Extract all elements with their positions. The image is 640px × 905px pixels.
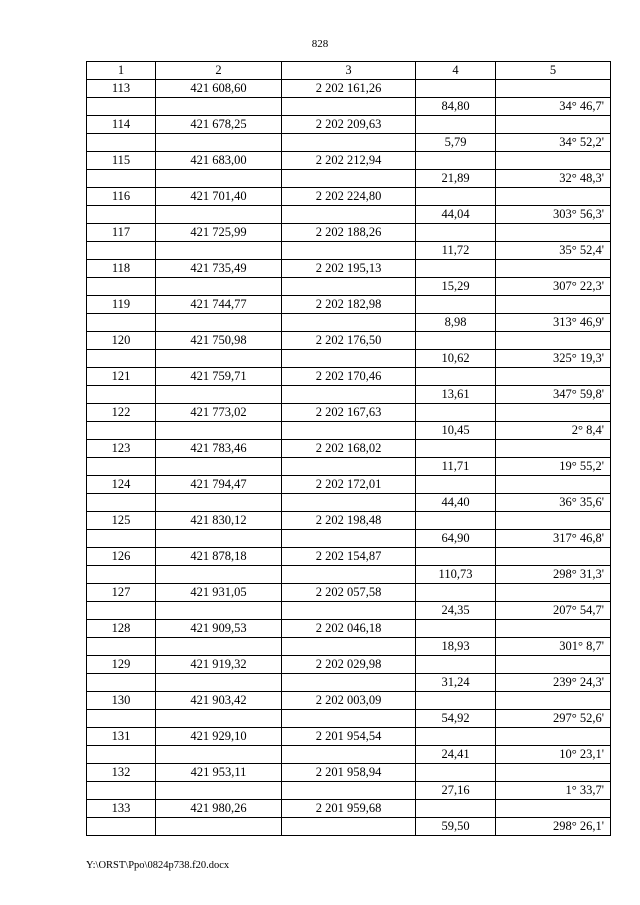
coordinates-table <box>86 61 611 836</box>
empty-cell <box>87 746 156 764</box>
empty-cell <box>156 242 282 260</box>
empty-cell <box>496 296 611 314</box>
empty-cell <box>282 170 416 188</box>
empty-cell <box>87 134 156 152</box>
empty-cell <box>416 404 496 422</box>
empty-cell <box>156 638 282 656</box>
header-cell: 3 <box>282 62 416 80</box>
table-cell: 5,79 <box>416 134 496 152</box>
table-cell: 130 <box>87 692 156 710</box>
empty-cell <box>416 152 496 170</box>
point-row <box>87 152 611 170</box>
table-cell: 2 202 212,94 <box>282 152 416 170</box>
empty-cell <box>416 188 496 206</box>
empty-cell <box>87 458 156 476</box>
table-cell: 44,04 <box>416 206 496 224</box>
table-cell: 2 202 046,18 <box>282 620 416 638</box>
empty-cell <box>416 728 496 746</box>
table-cell: 120 <box>87 332 156 350</box>
table-cell: 19° 55,2' <box>496 458 611 476</box>
table-cell: 31,24 <box>416 674 496 692</box>
empty-cell <box>496 260 611 278</box>
table-cell: 127 <box>87 584 156 602</box>
table-cell: 115 <box>87 152 156 170</box>
empty-cell <box>282 782 416 800</box>
empty-cell <box>416 260 496 278</box>
table-cell: 44,40 <box>416 494 496 512</box>
segment-row <box>87 458 611 476</box>
segment-row <box>87 422 611 440</box>
empty-cell <box>282 638 416 656</box>
point-row <box>87 620 611 638</box>
table-cell: 2 202 170,46 <box>282 368 416 386</box>
empty-cell <box>496 188 611 206</box>
table-cell: 113 <box>87 80 156 98</box>
empty-cell <box>416 296 496 314</box>
segment-row <box>87 206 611 224</box>
segment-row <box>87 746 611 764</box>
empty-cell <box>416 116 496 134</box>
empty-cell <box>496 224 611 242</box>
empty-cell <box>87 278 156 296</box>
point-row <box>87 260 611 278</box>
table-cell: 2 202 182,98 <box>282 296 416 314</box>
table-cell: 313° 46,9' <box>496 314 611 332</box>
table-cell: 421 953,11 <box>156 764 282 782</box>
table-cell: 421 980,26 <box>156 800 282 818</box>
empty-cell <box>156 422 282 440</box>
empty-cell <box>87 350 156 368</box>
table-cell: 21,89 <box>416 170 496 188</box>
empty-cell <box>156 818 282 836</box>
empty-cell <box>87 422 156 440</box>
table-cell: 36° 35,6' <box>496 494 611 512</box>
empty-cell <box>87 206 156 224</box>
table-cell: 11,71 <box>416 458 496 476</box>
table-cell: 119 <box>87 296 156 314</box>
table-cell: 421 773,02 <box>156 404 282 422</box>
table-cell: 207° 54,7' <box>496 602 611 620</box>
empty-cell <box>87 242 156 260</box>
empty-cell <box>282 566 416 584</box>
point-row <box>87 296 611 314</box>
table-cell: 298° 31,3' <box>496 566 611 584</box>
empty-cell <box>416 584 496 602</box>
segment-row <box>87 350 611 368</box>
empty-cell <box>87 386 156 404</box>
empty-cell <box>496 80 611 98</box>
table-cell: 2 202 168,02 <box>282 440 416 458</box>
empty-cell <box>416 368 496 386</box>
empty-cell <box>156 530 282 548</box>
table-cell: 317° 46,8' <box>496 530 611 548</box>
empty-cell <box>282 818 416 836</box>
point-row <box>87 368 611 386</box>
table-cell: 59,50 <box>416 818 496 836</box>
empty-cell <box>416 512 496 530</box>
empty-cell <box>496 548 611 566</box>
empty-cell <box>282 746 416 764</box>
point-row <box>87 224 611 242</box>
table-cell: 2 202 198,48 <box>282 512 416 530</box>
empty-cell <box>496 368 611 386</box>
empty-cell <box>156 566 282 584</box>
table-cell: 2 202 154,87 <box>282 548 416 566</box>
table-cell: 2 202 176,50 <box>282 332 416 350</box>
table-cell: 421 929,10 <box>156 728 282 746</box>
table-cell: 421 608,60 <box>156 80 282 98</box>
empty-cell <box>496 512 611 530</box>
table-cell: 2 202 029,98 <box>282 656 416 674</box>
empty-cell <box>496 800 611 818</box>
segment-row <box>87 314 611 332</box>
empty-cell <box>496 584 611 602</box>
empty-cell <box>156 170 282 188</box>
empty-cell <box>416 692 496 710</box>
table-cell: 347° 59,8' <box>496 386 611 404</box>
empty-cell <box>87 710 156 728</box>
empty-cell <box>156 782 282 800</box>
table-cell: 11,72 <box>416 242 496 260</box>
table-cell: 2 201 958,94 <box>282 764 416 782</box>
empty-cell <box>496 116 611 134</box>
table-cell: 421 909,53 <box>156 620 282 638</box>
empty-cell <box>156 458 282 476</box>
empty-cell <box>496 692 611 710</box>
empty-cell <box>156 746 282 764</box>
empty-cell <box>282 350 416 368</box>
empty-cell <box>282 422 416 440</box>
table-cell: 421 678,25 <box>156 116 282 134</box>
table-cell: 8,98 <box>416 314 496 332</box>
point-row <box>87 764 611 782</box>
empty-cell <box>416 80 496 98</box>
table-cell: 421 750,98 <box>156 332 282 350</box>
table-cell: 35° 52,4' <box>496 242 611 260</box>
table-cell: 110,73 <box>416 566 496 584</box>
table-cell: 34° 52,2' <box>496 134 611 152</box>
table-cell: 2 202 167,63 <box>282 404 416 422</box>
empty-cell <box>282 386 416 404</box>
table-cell: 10,62 <box>416 350 496 368</box>
segment-row <box>87 386 611 404</box>
empty-cell <box>282 242 416 260</box>
empty-cell <box>87 170 156 188</box>
table-cell: 10° 23,1' <box>496 746 611 764</box>
empty-cell <box>156 278 282 296</box>
point-row <box>87 728 611 746</box>
table-cell: 2 201 959,68 <box>282 800 416 818</box>
table-cell: 301° 8,7' <box>496 638 611 656</box>
empty-cell <box>282 278 416 296</box>
empty-cell <box>416 764 496 782</box>
table-cell: 123 <box>87 440 156 458</box>
table-cell: 421 683,00 <box>156 152 282 170</box>
table-cell: 116 <box>87 188 156 206</box>
point-row <box>87 548 611 566</box>
table-cell: 2 202 195,13 <box>282 260 416 278</box>
segment-row <box>87 566 611 584</box>
table-cell: 421 725,99 <box>156 224 282 242</box>
table-cell: 2 202 161,26 <box>282 80 416 98</box>
table-cell: 121 <box>87 368 156 386</box>
table-cell: 126 <box>87 548 156 566</box>
empty-cell <box>282 674 416 692</box>
table-cell: 2° 8,4' <box>496 422 611 440</box>
point-row <box>87 476 611 494</box>
empty-cell <box>156 98 282 116</box>
table-cell: 421 701,40 <box>156 188 282 206</box>
empty-cell <box>282 494 416 512</box>
table-cell: 125 <box>87 512 156 530</box>
empty-cell <box>87 674 156 692</box>
table-cell: 34° 46,7' <box>496 98 611 116</box>
table-cell: 2 202 224,80 <box>282 188 416 206</box>
empty-cell <box>156 206 282 224</box>
empty-cell <box>416 548 496 566</box>
table-cell: 13,61 <box>416 386 496 404</box>
empty-cell <box>282 602 416 620</box>
table-cell: 64,90 <box>416 530 496 548</box>
table-cell: 421 735,49 <box>156 260 282 278</box>
empty-cell <box>496 440 611 458</box>
segment-row <box>87 134 611 152</box>
page-number: 828 <box>311 38 329 50</box>
header-cell: 1 <box>87 62 156 80</box>
table-cell: 27,16 <box>416 782 496 800</box>
point-row <box>87 800 611 818</box>
empty-cell <box>416 620 496 638</box>
table-cell: 117 <box>87 224 156 242</box>
empty-cell <box>156 134 282 152</box>
point-row <box>87 188 611 206</box>
empty-cell <box>416 224 496 242</box>
empty-cell <box>156 386 282 404</box>
empty-cell <box>416 476 496 494</box>
table-cell: 122 <box>87 404 156 422</box>
empty-cell <box>496 620 611 638</box>
empty-cell <box>87 638 156 656</box>
empty-cell <box>282 530 416 548</box>
empty-cell <box>156 602 282 620</box>
table-cell: 128 <box>87 620 156 638</box>
table-cell: 2 202 209,63 <box>282 116 416 134</box>
empty-cell <box>87 782 156 800</box>
table-cell: 239° 24,3' <box>496 674 611 692</box>
table-cell: 421 931,05 <box>156 584 282 602</box>
table-cell: 421 878,18 <box>156 548 282 566</box>
table-cell: 114 <box>87 116 156 134</box>
empty-cell <box>416 332 496 350</box>
table-cell: 2 202 003,09 <box>282 692 416 710</box>
empty-cell <box>282 458 416 476</box>
empty-cell <box>282 710 416 728</box>
table-cell: 2 202 172,01 <box>282 476 416 494</box>
table-cell: 15,29 <box>416 278 496 296</box>
table-cell: 421 919,32 <box>156 656 282 674</box>
point-row <box>87 692 611 710</box>
table-cell: 303° 56,3' <box>496 206 611 224</box>
table-cell: 32° 48,3' <box>496 170 611 188</box>
empty-cell <box>87 530 156 548</box>
empty-cell <box>156 494 282 512</box>
segment-row <box>87 530 611 548</box>
table-cell: 118 <box>87 260 156 278</box>
header-cell: 2 <box>156 62 282 80</box>
table-cell: 421 830,12 <box>156 512 282 530</box>
empty-cell <box>156 674 282 692</box>
table-cell: 421 903,42 <box>156 692 282 710</box>
table-cell: 10,45 <box>416 422 496 440</box>
point-row <box>87 584 611 602</box>
empty-cell <box>496 152 611 170</box>
segment-row <box>87 602 611 620</box>
empty-cell <box>496 332 611 350</box>
empty-cell <box>282 314 416 332</box>
empty-cell <box>496 476 611 494</box>
empty-cell <box>416 440 496 458</box>
empty-cell <box>496 728 611 746</box>
empty-cell <box>282 134 416 152</box>
segment-row <box>87 242 611 260</box>
header-cell: 4 <box>416 62 496 80</box>
empty-cell <box>87 98 156 116</box>
table-cell: 54,92 <box>416 710 496 728</box>
table-cell: 24,35 <box>416 602 496 620</box>
table-cell: 298° 26,1' <box>496 818 611 836</box>
segment-row <box>87 638 611 656</box>
point-row <box>87 80 611 98</box>
table-cell: 1° 33,7' <box>496 782 611 800</box>
empty-cell <box>282 206 416 224</box>
empty-cell <box>87 494 156 512</box>
empty-cell <box>496 656 611 674</box>
table-cell: 2 201 954,54 <box>282 728 416 746</box>
empty-cell <box>496 404 611 422</box>
point-row <box>87 440 611 458</box>
point-row <box>87 512 611 530</box>
table-cell: 24,41 <box>416 746 496 764</box>
table-cell: 133 <box>87 800 156 818</box>
header-cell: 5 <box>496 62 611 80</box>
point-row <box>87 404 611 422</box>
segment-row <box>87 494 611 512</box>
empty-cell <box>87 602 156 620</box>
empty-cell <box>416 800 496 818</box>
point-row <box>87 656 611 674</box>
segment-row <box>87 782 611 800</box>
file-path-footer: Y:\ORST\Ppo\0824p738.f20.docx <box>86 860 230 871</box>
segment-row <box>87 278 611 296</box>
segment-row <box>87 710 611 728</box>
table-cell: 2 202 057,58 <box>282 584 416 602</box>
empty-cell <box>87 314 156 332</box>
table-cell: 2 202 188,26 <box>282 224 416 242</box>
table-cell: 307° 22,3' <box>496 278 611 296</box>
table-cell: 421 759,71 <box>156 368 282 386</box>
empty-cell <box>87 818 156 836</box>
table-cell: 129 <box>87 656 156 674</box>
empty-cell <box>416 656 496 674</box>
table-cell: 297° 52,6' <box>496 710 611 728</box>
point-row <box>87 116 611 134</box>
empty-cell <box>156 314 282 332</box>
segment-row <box>87 98 611 116</box>
empty-cell <box>496 764 611 782</box>
empty-cell <box>282 98 416 116</box>
empty-cell <box>156 710 282 728</box>
table-cell: 421 783,46 <box>156 440 282 458</box>
point-row <box>87 332 611 350</box>
table-cell: 124 <box>87 476 156 494</box>
table-body <box>87 80 611 836</box>
table-header-row <box>87 62 611 80</box>
empty-cell <box>87 566 156 584</box>
empty-cell <box>156 350 282 368</box>
table-cell: 325° 19,3' <box>496 350 611 368</box>
table-cell: 421 744,77 <box>156 296 282 314</box>
table-cell: 132 <box>87 764 156 782</box>
table-cell: 131 <box>87 728 156 746</box>
table-cell: 421 794,47 <box>156 476 282 494</box>
segment-row <box>87 818 611 836</box>
segment-row <box>87 170 611 188</box>
table-cell: 84,80 <box>416 98 496 116</box>
segment-row <box>87 674 611 692</box>
table-cell: 18,93 <box>416 638 496 656</box>
